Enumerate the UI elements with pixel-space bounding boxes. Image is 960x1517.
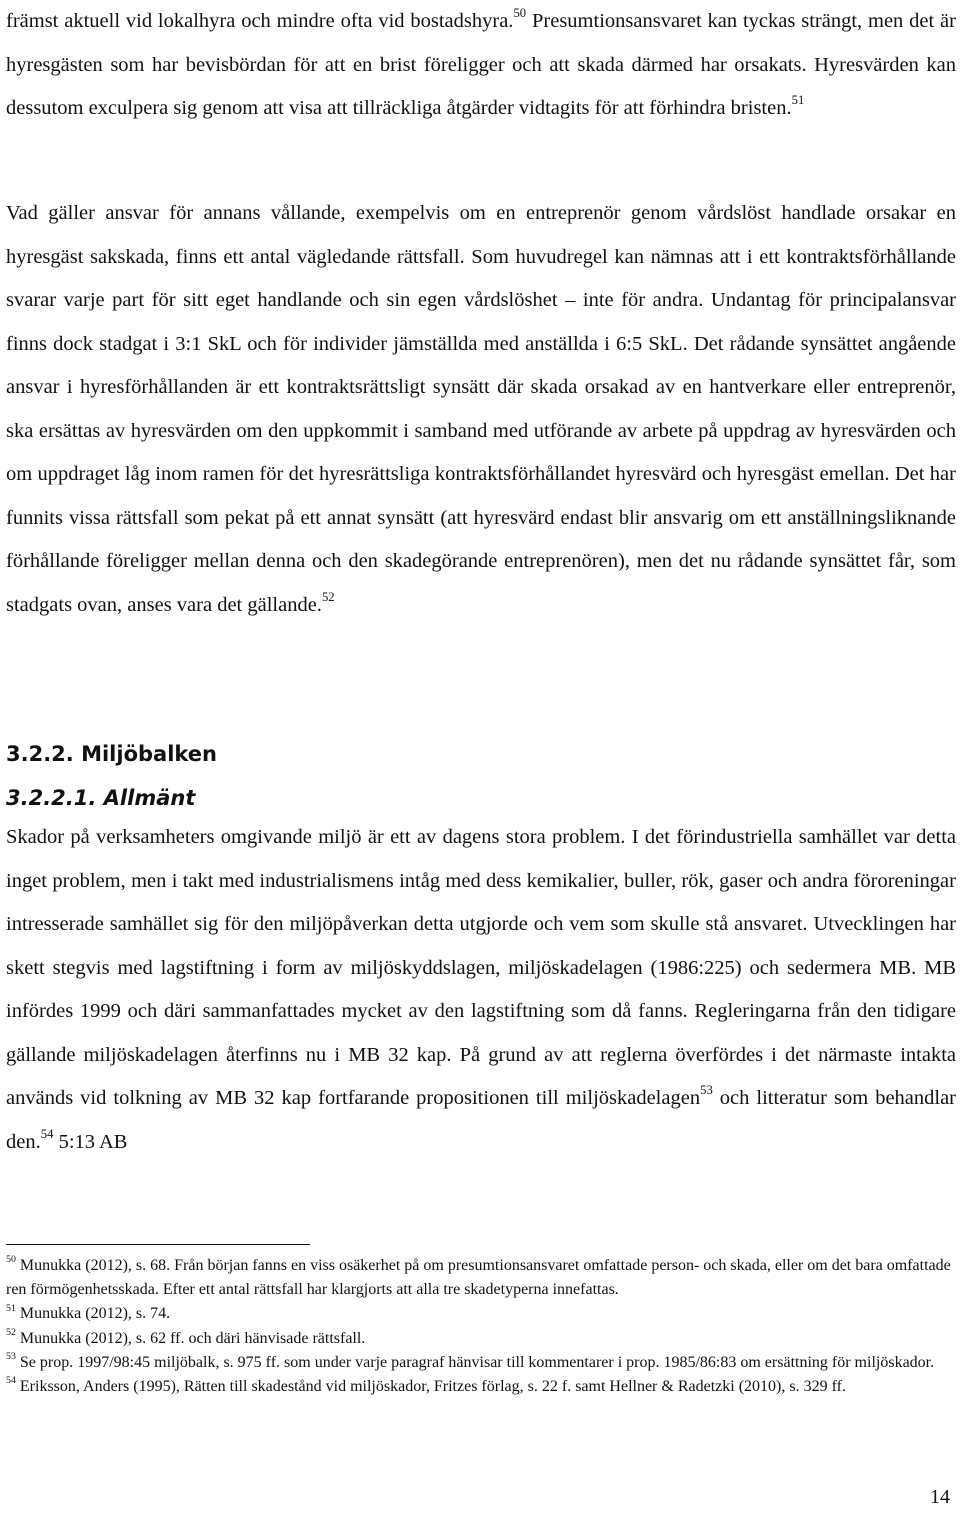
- footnote: [6, 1302, 956, 1326]
- footnote-ref[interactable]: 52: [321, 589, 335, 604]
- footnote: [6, 1254, 956, 1302]
- footnote-number: 54: [6, 1375, 16, 1387]
- footnotes: [6, 1254, 956, 1399]
- footnote-number: 53: [6, 1351, 16, 1362]
- footnote-text: Eriksson, Anders (1995), Rätten till skadestånd vid miljöskador, Fritzes förlag, s. 22 f. samt Hellner & Radetzki (2010), s. 329 ff.: [15, 1378, 846, 1396]
- footnote-number: 51: [6, 1302, 16, 1314]
- paragraph-text: Vad gäller ansvar för annans vållande, exempelvis om en entreprenör genom vårdslöst handlade orsakar en hyresgäst sakskada, finns ett antal vägledande rättsfall. Som huvudregel kan nämnas att i ett kontraktsförhållande svarar varje part för sitt eget handlande och sin egen vårdslöshet – inte för andra. Undantag för principalansvar finns dock stadgat i 3:1 SkL och för individer jämställda med anställda i 6:5 SkL. Det rådande synsättet angående ansvar i hyresförhållanden är ett kontraktsrättsligt synsätt där skada orsakad av en hantverkare eller entreprenör, ska ersättas av hyresvärden om den uppkommit i samband med utförande av arbete på uppdrag av hyresvärden och om uppdraget låg inom ramen för det hyresrättsliga kontraktsförhållandet hyresvärd och hyresgäst emellan. Det har funnits vissa rättsfall som pekat på ett annat synsätt (att hyresvärd endast blir ansvarig om ett anställningsliknande förhållande föreligger mellan denna och den skadegörande entreprenören), men det nu rådande synsättet får, som stadgats ovan, anses vara det gällande.: [6, 202, 956, 616]
- footnote: [6, 1327, 956, 1351]
- paragraph-text: 5:13 AB: [53, 1130, 128, 1153]
- body-paragraph: [6, 816, 956, 1164]
- footnote-text: Munukka (2012), s. 62 ff. och däri hänvisade rättsfall.: [15, 1329, 366, 1347]
- footnote-ref[interactable]: 54: [40, 1126, 54, 1141]
- paragraph-text: Skador på verksamheters omgivande miljö är ett av dagens stora problem. I det förindustriella samhället var detta inget problem, men i takt med industrialismens intåg med dess kemikalier, buller, rök, gaser och andra föroreningar intresserade samhället sig för den miljöpåverkan detta utgjorde och vem som skulle stå ansvaret. Utvecklingen har skett stegvis med lagstiftning i form av miljöskyddslagen, miljöskadelagen (1986:225) och sedermera MB. MB infördes 1999 och däri sammanfattades mycket av den lagstiftning som då fanns. Regleringarna från den tidigare gällande miljöskadelagen återfinns nu i MB 32 kap. På grund av att reglerna överfördes i det närmaste intakta används vid tolkning av MB 32 kap fortfarande propositionen till miljöskadelagen: [6, 826, 956, 1109]
- footnote-text: Munukka (2012), s. 68. Från början fanns en viss osäkerhet på om presumtionsansvaret omfattade person- och skada, eller om det bara omfattade ren förmögenhetsskada. Efter ett antal rättsfall har klargjorts att alla tre skadetyperna innefattas.: [6, 1257, 951, 1299]
- body-paragraph: [6, 192, 956, 627]
- paragraph-text: främst aktuell vid lokalhyra och mindre ofta vid bostadshyra.: [6, 10, 514, 32]
- footnote-ref[interactable]: 51: [791, 93, 805, 108]
- section-heading: 3.2.2. Miljöbalken: [6, 742, 217, 766]
- footnote-separator: [6, 1244, 310, 1245]
- paragraph-text: Presumtionsansvaret kan tyckas strängt, men det är hyresgästen som har bevisbördan för att en brist föreligger och att skada därmed har orsakats. Hyresvärden kan dessutom exculpera sig genom att visa att tillräckliga åtgärder vidtagits för att förhindra bristen.: [6, 10, 956, 119]
- footnote-ref[interactable]: 53: [700, 1083, 713, 1098]
- footnote-text: Se prop. 1997/98:45 miljöbalk, s. 975 ff. som under varje paragraf hänvisar till kommentarer i prop. 1985/86:83 om ersättning för miljöskador.: [15, 1353, 935, 1371]
- footnote-number: 52: [6, 1326, 16, 1338]
- footnote: [6, 1351, 956, 1375]
- paragraph-text: och litteratur som behandlar den.: [6, 1087, 957, 1153]
- page-number: 14: [930, 1486, 950, 1508]
- subsection-heading: 3.2.2.1. Allmänt: [6, 786, 196, 810]
- footnote-ref[interactable]: 50: [513, 6, 527, 21]
- footnote-text: Munukka (2012), s. 74.: [15, 1305, 171, 1323]
- body-paragraph: [6, 0, 956, 131]
- footnote: [6, 1375, 956, 1399]
- footnote-number: 50: [6, 1254, 16, 1266]
